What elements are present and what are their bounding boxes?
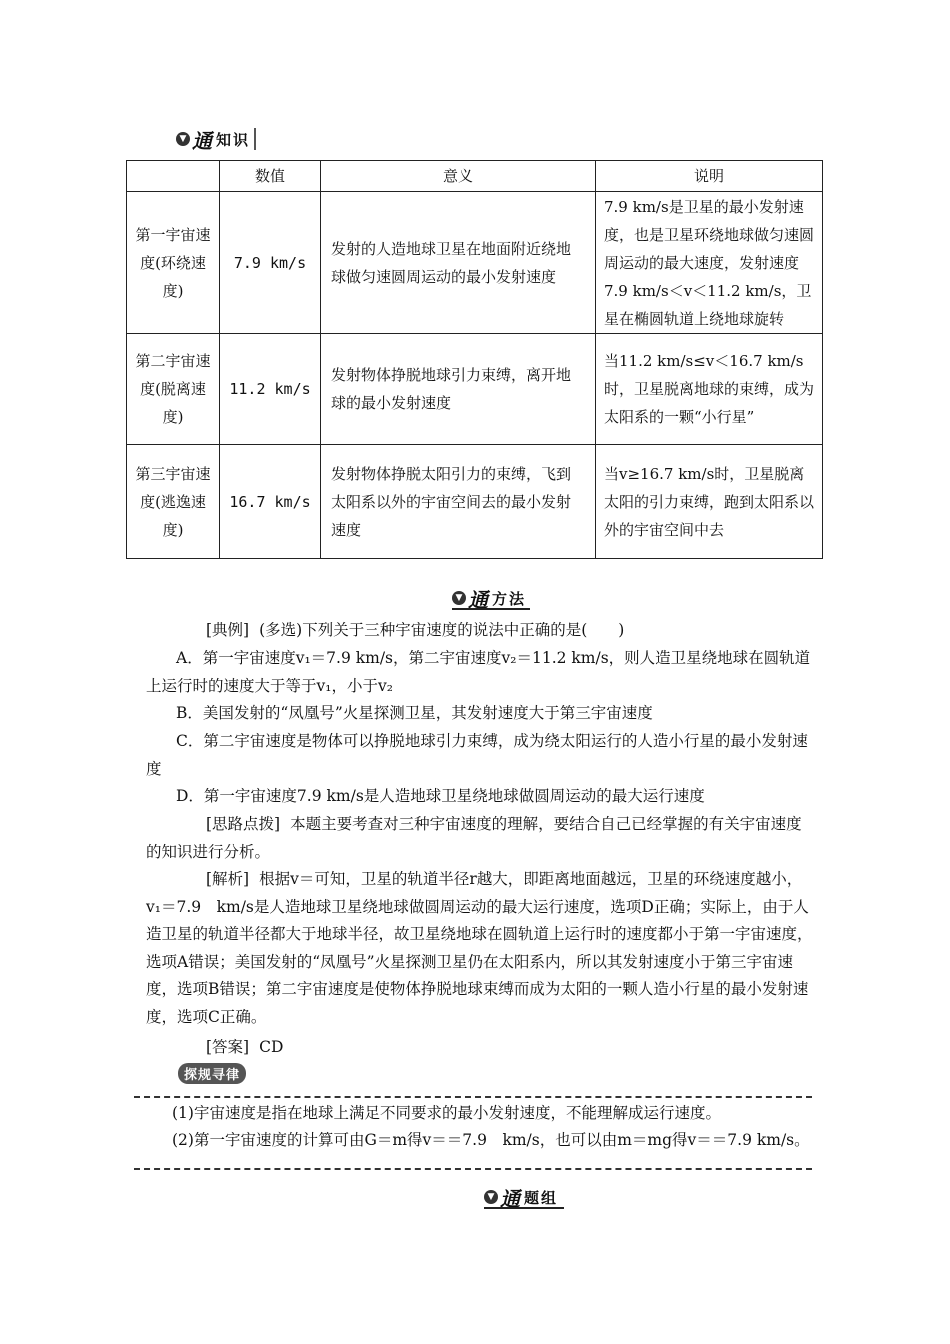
answer: [答案] CD <box>146 1034 816 1062</box>
badge-title: 通 <box>500 1186 520 1211</box>
table-header: 说明 <box>596 161 823 192</box>
rule-label: 探规寻律 <box>178 1063 246 1084</box>
arrow-down-icon: ▼ <box>176 132 190 146</box>
row-meaning: 发射物体挣脱太阳引力的束缚，飞到太阳系以外的宇宙空间去的最小发射速度 <box>321 445 596 559</box>
table-row <box>127 445 823 559</box>
table-row <box>127 192 823 334</box>
analysis: [解析] 根据v＝可知，卫星的轨道半径r越大，即距离地面越远，卫星的环绕速度越小，v₁＝7.9 km/s是人造地球卫星绕地球做圆周运动的最大运行速度，选项D正确；实际上，由于人造卫星的轨道半径都大于地球半径，故卫星绕地球在圆轨道上运行时的速度都小于第一宇宙速度，选项A错误；美国发射的“凤凰号”火星探测卫星仍在太阳系内，所以其发射速度小于第三宇宙速度，选项B错误；第二宇宙速度是使物体挣脱地球束缚而成为太阳的一颗人造小行星的最小发射速度，选项C正确。 <box>146 866 816 1031</box>
section-badge-exercises <box>484 1186 564 1211</box>
option-c: C．第二宇宙速度是物体可以挣脱地球引力束缚，成为绕太阳运行的人造小行星的最小发射速度 <box>146 732 808 778</box>
option-a: A．第一宇宙速度v₁＝7.9 km/s，第二宇宙速度v₂＝11.2 km/s，则人造卫星绕地球在圆轨道上运行时的速度大于等于v₁，小于v₂ <box>146 649 811 695</box>
cosmic-velocity-table <box>126 160 823 559</box>
row-name: 第三宇宙速度(逃逸速度) <box>127 445 220 559</box>
rule-line-1: (1)宇宙速度是指在地球上满足不同要求的最小发射速度，不能理解成运行速度。 <box>172 1104 721 1122</box>
row-meaning: 发射的人造地球卫星在地面附近绕地球做匀速圆周运动的最小发射速度 <box>321 192 596 334</box>
badge-title: 通 <box>192 128 212 153</box>
arrow-down-icon: ▼ <box>484 1190 498 1204</box>
option-d: D．第一宇宙速度7.9 km/s是人造地球卫星绕地球做圆周运动的最大运行速度 <box>176 787 705 805</box>
example-tag: [典例] <box>206 621 250 639</box>
row-value: 7.9 km/s <box>220 192 321 334</box>
row-value: 11.2 km/s <box>220 334 321 445</box>
example-stem: [典例] (多选)下列关于三种宇宙速度的说法中正确的是( ) <box>146 617 816 645</box>
hint: [思路点拨] 本题主要考查对三种宇宙速度的理解，要结合自己已经掌握的有关宇宙速度的知识进行分析。 <box>146 811 816 866</box>
row-name: 第二宇宙速度(脱离速度) <box>127 334 220 445</box>
table-row <box>127 334 823 445</box>
hint-tag: [思路点拨] <box>206 815 281 833</box>
badge-subtitle: 方法 <box>492 589 527 608</box>
row-name: 第一宇宙速度(环绕速度) <box>127 192 220 334</box>
arrow-down-icon: ▼ <box>452 591 466 605</box>
answer-tag: [答案] <box>206 1038 250 1056</box>
table-header <box>127 161 220 192</box>
section-badge-method <box>452 587 530 612</box>
option-b: B．美国发射的“凤凰号”火星探测卫星，其发射速度大于第三宇宙速度 <box>176 704 653 722</box>
badge-subtitle: 题组 <box>524 1188 559 1207</box>
row-meaning: 发射物体挣脱地球引力束缚，离开地球的最小发射速度 <box>321 334 596 445</box>
analysis-tag: [解析] <box>206 870 250 888</box>
table-header-row <box>127 161 823 192</box>
row-note: 7.9 km/s是卫星的最小发射速度，也是卫星环绕地球做匀速圆周运动的最大速度，发射速度7.9 km/s＜v＜11.2 km/s，卫星在椭圆轨道上绕地球旋转 <box>596 192 823 334</box>
row-note: 当v≥16.7 km/s时，卫星脱离太阳的引力束缚，跑到太阳系以外的宇宙空间中去 <box>596 445 823 559</box>
rule-box <box>134 1096 812 1170</box>
row-value: 16.7 km/s <box>220 445 321 559</box>
row-note: 当11.2 km/s≤v＜16.7 km/s时，卫星脱离地球的束缚，成为太阳系的一颗“小行星” <box>596 334 823 445</box>
table-header: 数值 <box>220 161 321 192</box>
rule-line-2: (2)第一宇宙速度的计算可由G＝m得v＝＝7.9 km/s，也可以由m＝mg得v＝＝7.9 km/s。 <box>172 1131 810 1149</box>
section-badge-knowledge <box>176 128 256 153</box>
table-header: 意义 <box>321 161 596 192</box>
badge-subtitle: 知识 <box>216 130 251 149</box>
badge-title: 通 <box>468 587 488 612</box>
